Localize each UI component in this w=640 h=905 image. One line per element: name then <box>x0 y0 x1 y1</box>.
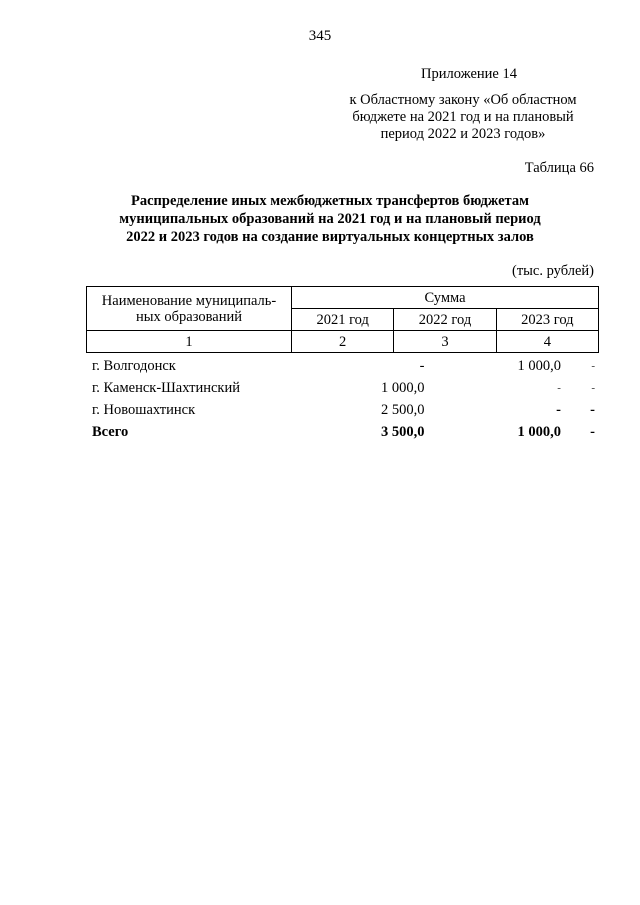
table-number: Таблица 66 <box>524 160 594 176</box>
total-value-2023: - <box>590 423 595 440</box>
column-number-1: 1 <box>87 331 292 353</box>
table-body <box>86 355 599 443</box>
total-value-2021: 3 500,0 <box>380 423 425 440</box>
header-name-line-1: Наименование муниципаль- <box>101 292 277 309</box>
appendix-block <box>338 66 588 143</box>
appendix-line-3: период 2022 и 2023 годов» <box>380 126 546 142</box>
row-value-2023: - <box>590 401 595 418</box>
column-number-4: 4 <box>496 331 598 353</box>
row-value-2022: 1 000,0 <box>517 357 561 374</box>
header-year-2022: 2022 год <box>394 309 496 331</box>
row-value-2021: 2 500,0 <box>380 401 425 418</box>
column-number-2: 2 <box>292 331 394 353</box>
table-row <box>86 377 599 399</box>
header-year-2023: 2023 год <box>496 309 598 331</box>
document-title <box>90 192 570 246</box>
row-name: г. Волгодонск <box>92 357 176 374</box>
appendix-title: Приложение 14 <box>421 66 517 82</box>
table-header <box>86 286 599 353</box>
total-label: Всего <box>92 423 129 440</box>
row-value-2022: - <box>556 401 561 418</box>
row-value-2023: - <box>591 382 595 394</box>
title-line-2: муниципальных образований на 2021 год и на плановый период <box>119 211 541 227</box>
page-number: 345 <box>308 28 332 44</box>
row-value-2023: - <box>591 360 595 372</box>
column-number-3: 3 <box>394 331 496 353</box>
table-row <box>86 399 599 421</box>
header-name-line-2: ных образований <box>136 308 242 325</box>
row-value-2021: 1 000,0 <box>380 379 425 396</box>
row-value-2022: - <box>557 382 561 394</box>
row-name: г. Новошахтинск <box>92 401 196 418</box>
appendix-line-1: к Областному закону «Об областном <box>349 92 577 108</box>
total-value-2022: 1 000,0 <box>517 423 561 440</box>
header-year-2021: 2021 год <box>292 309 394 331</box>
row-name: г. Каменск-Шахтинский <box>92 379 240 396</box>
table-row <box>86 355 599 377</box>
header-sum-cell: Сумма <box>292 287 599 309</box>
total-row <box>86 421 599 443</box>
header-name-cell <box>87 287 292 331</box>
appendix-line-2: бюджете на 2021 год и на плановый <box>352 109 574 125</box>
title-line-1: Распределение иных межбюджетных трансфертов бюджетам <box>131 193 529 209</box>
units-label: (тыс. рублей) <box>512 263 594 279</box>
row-value-2021: - <box>419 357 425 374</box>
title-line-3: 2022 и 2023 годов на создание виртуальных концертных залов <box>126 229 534 245</box>
